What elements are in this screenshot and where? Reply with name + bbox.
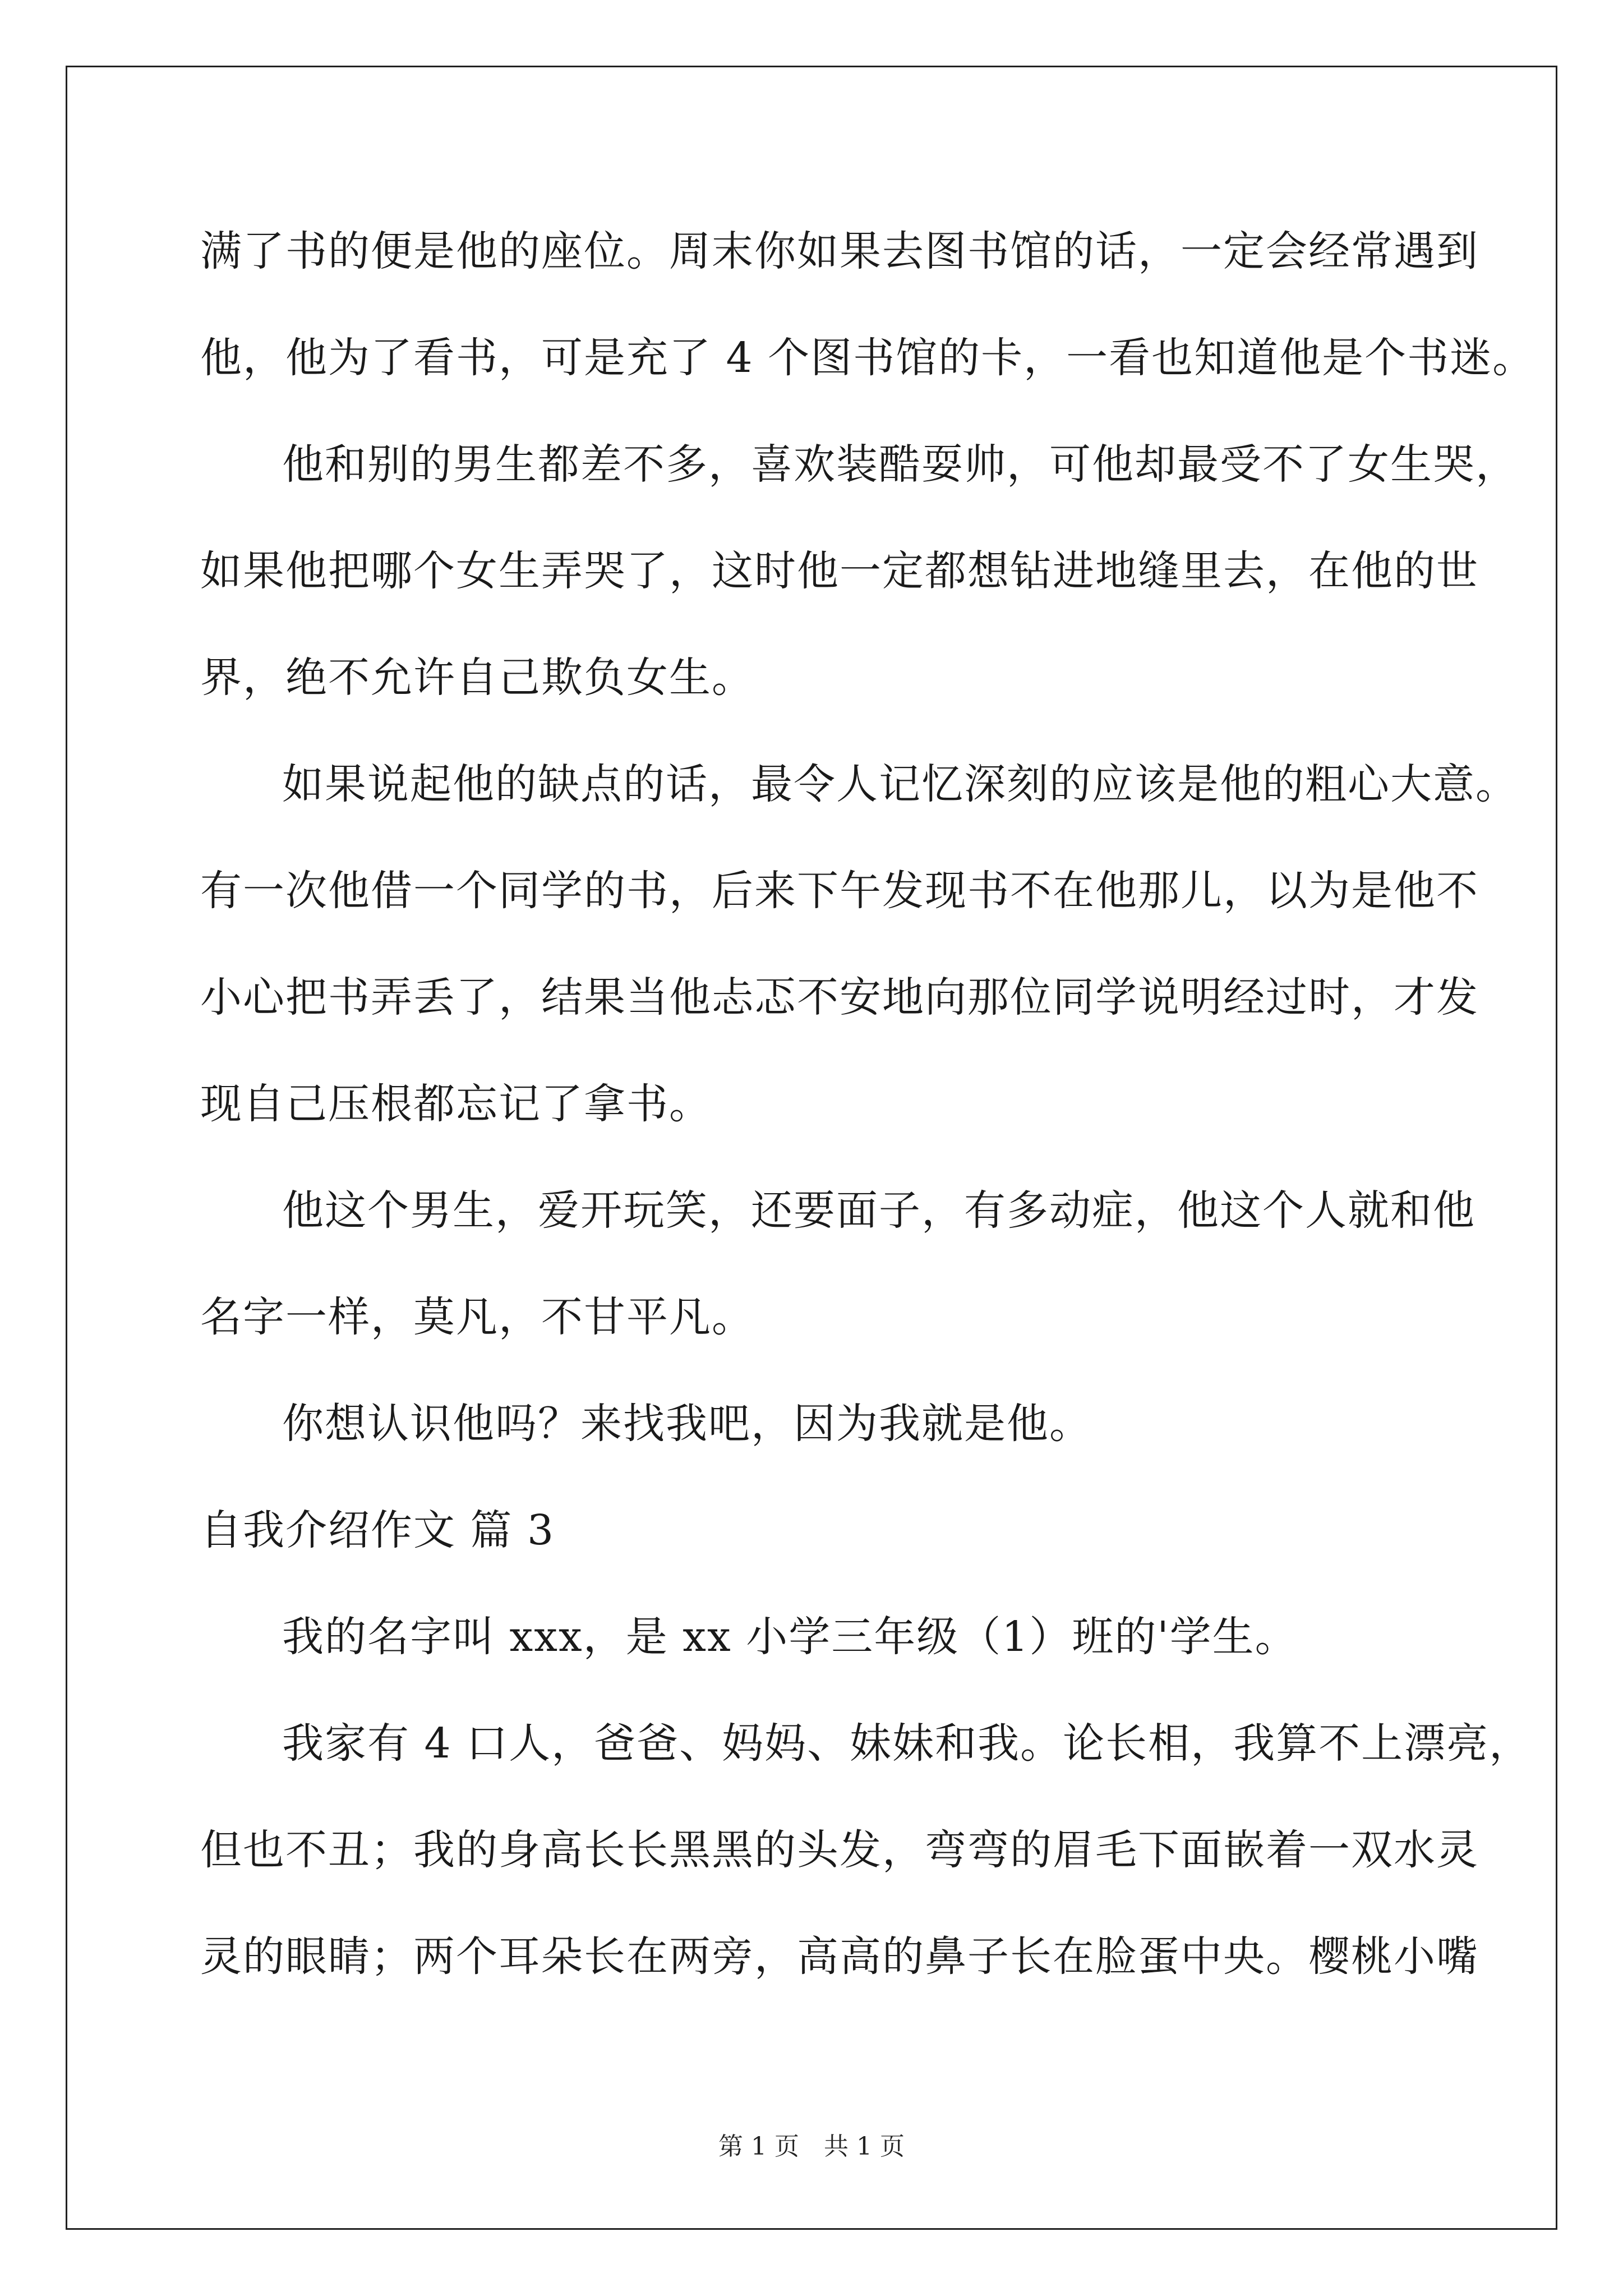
section-heading: 自我介绍作文 篇 3 — [200, 1506, 555, 1554]
text-line: 灵的眼睛；两个耳朵长在两旁，高高的鼻子长在脸蛋中央。樱桃小嘴 — [200, 1932, 1479, 1981]
paragraph-start: 他和别的男生都差不多，喜欢装酷耍帅，可他却最受不了女生哭， — [282, 440, 1518, 489]
paragraph-start: 我的名字叫 xxx，是 xx 小学三年级（1）班的'学生。 — [282, 1613, 1298, 1661]
page-border — [66, 66, 1557, 2230]
text-line: 界，绝不允许自己欺负女生。 — [200, 654, 754, 702]
text-line: 名字一样，莫凡，不甘平凡。 — [200, 1293, 754, 1341]
paragraph-start: 如果说起他的缺点的话，最令人记忆深刻的应该是他的粗心大意。 — [282, 760, 1518, 808]
page-footer: 第 1 页 共 1 页 — [718, 2132, 905, 2161]
paragraph-start: 他这个男生，爱开玩笑，还要面子，有多动症，他这个人就和他 — [282, 1186, 1476, 1235]
text-line: 小心把书弄丢了，结果当他忐忑不安地向那位同学说明经过时，才发 — [200, 973, 1479, 1022]
paragraph-start: 你想认识他吗？来找我吧，因为我就是他。 — [282, 1400, 1092, 1448]
text-line: 他，他为了看书，可是充了 4 个图书馆的卡，一看也知道他是个书迷。 — [200, 334, 1536, 382]
text-line: 有一次他借一个同学的书，后来下午发现书不在他那儿，以为是他不 — [200, 867, 1479, 915]
paragraph-start: 我家有 4 口人，爸爸、妈妈、妹妹和我。论长相，我算不上漂亮， — [282, 1719, 1532, 1768]
text-line: 但也不丑；我的身高长长黑黑的头发，弯弯的眉毛下面嵌着一双水灵 — [200, 1826, 1479, 1874]
text-line: 现自己压根都忘记了拿书。 — [200, 1080, 712, 1128]
text-line: 如果他把哪个女生弄哭了，这时他一定都想钻进地缝里去，在他的世 — [200, 547, 1479, 595]
text-line: 满了书的便是他的座位。周末你如果去图书馆的话，一定会经常遇到 — [200, 227, 1479, 275]
